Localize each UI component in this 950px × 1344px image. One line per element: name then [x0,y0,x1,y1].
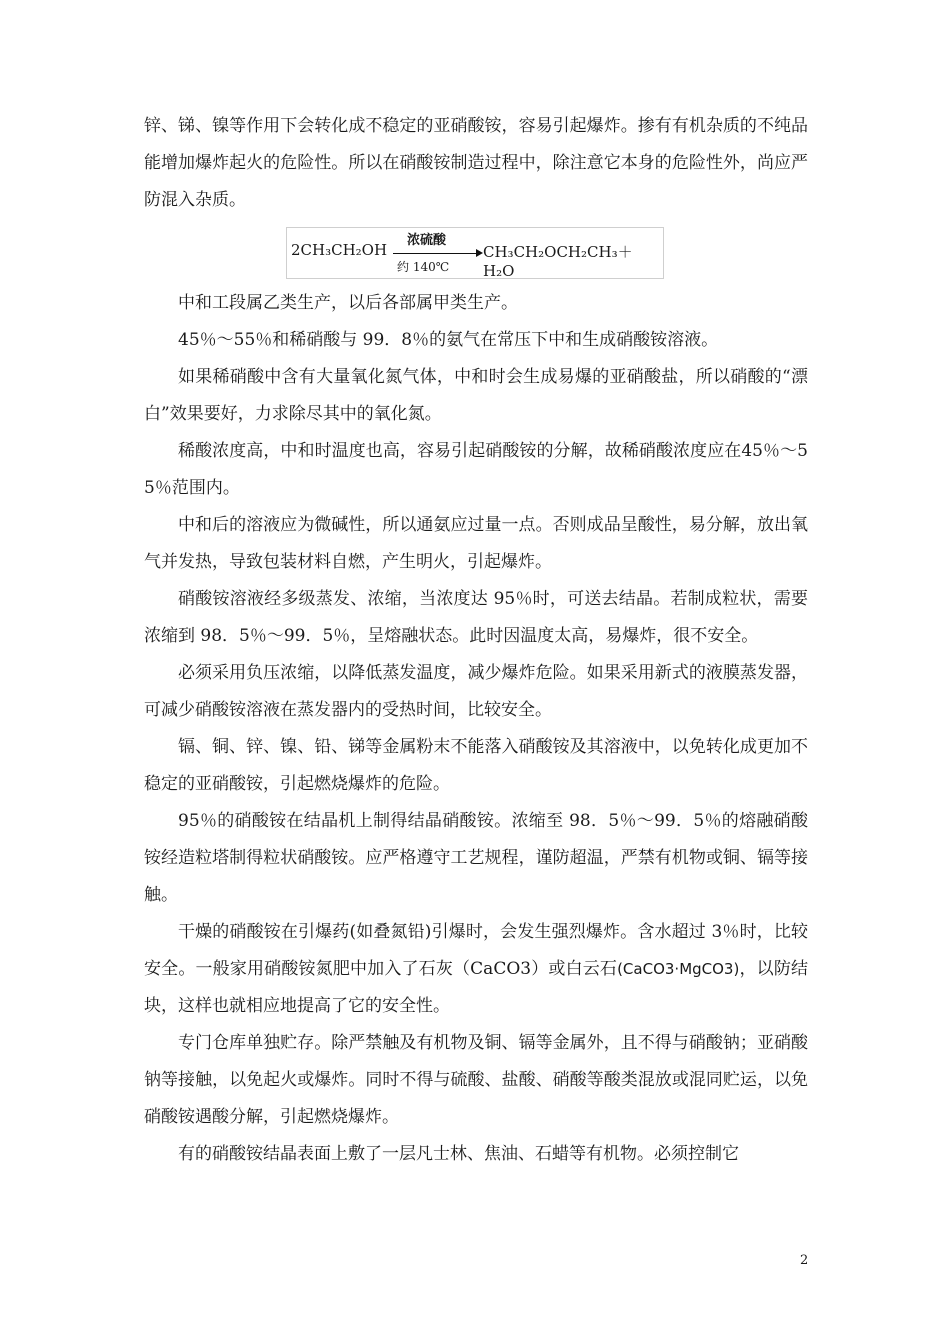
paragraph-crystallization: 95％的硝酸铵在结晶机上制得结晶硝酸铵。浓缩至 98．5％～99．5％的熔融硝酸铵经造粒塔制得粒状硝酸铵。应严格遵守工艺规程，谨防超温，严禁有机物或铜、镉等接触。 [144,811,808,905]
paragraph-production-class: 中和工段属乙类生产，以后各部属甲类生产。 [178,293,518,313]
paragraph-neutralization: 45％～55％和稀硝酸与 99．8％的氨气在常压下中和生成硝酸铵溶液。 [178,330,719,350]
dolomite-formula: (CaCO3·MgCO3) [617,960,740,978]
page-number: 2 [800,1253,809,1268]
paragraph-vacuum-concentration: 必须采用负压浓缩，以降低蒸发温度，减少爆炸危险。如果采用新式的液膜蒸发器，可减少硝酸铵溶液在蒸发器内的受热时间，比较安全。 [144,663,808,720]
paragraph-explosion-risk [144,914,808,1025]
document-page [144,108,808,1173]
explosion-risk-text: 干燥的硝酸铵在引爆药(如叠氮铅)引爆时，会发生强烈爆炸。含水超过 3％时，比较安全。一般家用硝酸铵氮肥中加入了石灰（CaCO3）或白云石 [144,922,808,979]
equation-products: CH₃CH₂OCH₂CH₃＋H₂O [483,243,633,280]
paragraph-evaporation: 硝酸铵溶液经多级蒸发、浓缩，当浓度达 95％时，可送去结晶。若制成粒状，需要浓缩到 98．5％～99．5％，呈熔融状态。此时因温度太高，易爆炸，很不安全。 [144,589,808,646]
equation-reactant: 2CH₃CH₂OH [291,241,388,259]
paragraph-alkaline-solution: 中和后的溶液应为微碱性，所以通氨应过量一点。否则成品呈酸性，易分解，放出氧气并发热，导致包装材料自燃，产生明火，引起爆炸。 [144,515,808,572]
ether-equation [286,227,664,279]
paragraph-metal-powder: 镉、铜、锌、镍、铅、锑等金属粉末不能落入硝酸铵及其溶液中，以免转化成更加不稳定的亚硝酸铵，引起燃烧爆炸的危险。 [144,737,808,794]
explosion-risk-tail: ，以防结块，这样也就相应地提高了它的安全性。 [144,959,808,1016]
paragraph-coating: 有的硝酸铵结晶表面上敷了一层凡士林、焦油、石蜡等有机物。必须控制它 [178,1144,739,1164]
paragraph-acid-concentration: 稀酸浓度高，中和时温度也高，容易引起硝酸铵的分解，故稀硝酸浓度应在45％～55％范围内。 [144,441,808,498]
paragraph-storage: 专门仓库单独贮存。除严禁触及有机物及铜、镉等金属外，且不得与硝酸钠；亚硝酸钠等接触，以免起火或爆炸。同时不得与硫酸、盐酸、硝酸等酸类混放或混同贮运，以免硝酸铵遇酸分解，引起燃烧爆炸。 [144,1033,808,1127]
equation-temperature: 约 140℃ [397,260,450,274]
paragraph-impurities: 锌、锑、镍等作用下会转化成不稳定的亚硝酸铵，容易引起爆炸。掺有有机杂质的不纯品能增加爆炸起火的危险性。所以在硝酸铵制造过程中，除注意它本身的危险性外，尚应严防混入杂质。 [144,116,808,210]
paragraph-nitrogen-oxide: 如果稀硝酸中含有大量氧化氮气体，中和时会生成易爆的亚硝酸盐，所以硝酸的“漂白”效果要好，力求除尽其中的氧化氮。 [144,367,808,424]
equation-catalyst: 浓硫酸 [407,233,447,248]
reaction-arrow-icon [393,253,481,254]
